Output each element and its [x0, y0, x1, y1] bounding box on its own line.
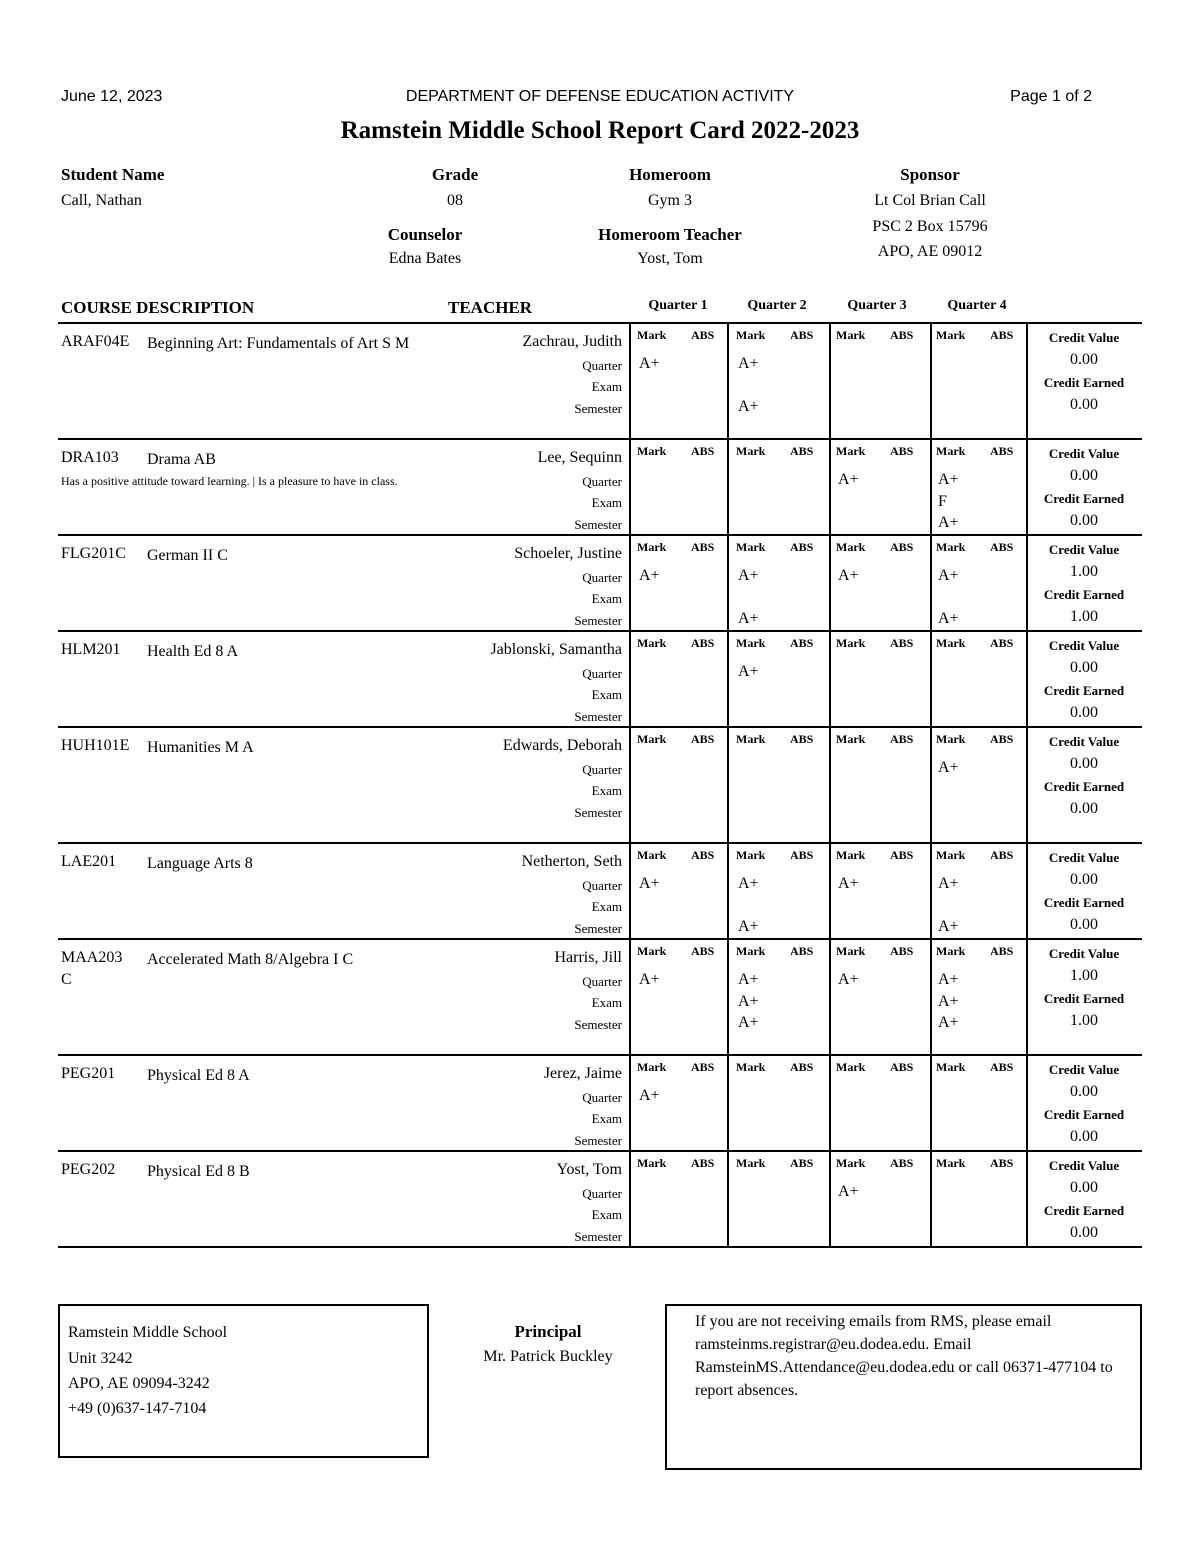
abs-header: ABS — [691, 444, 715, 458]
course-title: Physical Ed 8 B — [147, 1163, 250, 1180]
grade-mark: F — [938, 493, 947, 510]
credit-earned: 0.00 — [1070, 512, 1098, 529]
column-divider — [829, 727, 831, 843]
mark-header: Mark — [736, 1060, 766, 1074]
credit-earned: 1.00 — [1070, 608, 1098, 625]
grade-mark: A+ — [938, 514, 959, 531]
mark-header: Mark — [836, 732, 866, 746]
grade-mark: A+ — [938, 471, 959, 488]
row-label-exam: Exam — [591, 591, 622, 606]
course-teacher: Schoeler, Justine — [514, 545, 622, 562]
mark-header: Mark — [736, 636, 766, 650]
teacher-header: TEACHER — [448, 298, 533, 317]
row-label-semester: Semester — [574, 1133, 622, 1148]
school-address-line-2: Unit 3242 — [68, 1350, 133, 1367]
mark-header: Mark — [736, 540, 766, 554]
course-teacher: Lee, Sequinn — [537, 449, 622, 466]
credit-earned-label: Credit Earned — [1043, 1203, 1125, 1218]
grade-mark: A+ — [938, 918, 959, 935]
mark-header: Mark — [637, 1156, 667, 1170]
column-divider — [629, 323, 631, 439]
column-divider — [829, 1055, 831, 1151]
row-label-semester: Semester — [574, 1229, 622, 1244]
credit-earned-label: Credit Earned — [1043, 375, 1125, 390]
column-divider — [930, 843, 932, 939]
abs-header: ABS — [890, 848, 914, 862]
column-divider — [629, 535, 631, 631]
credit-earned: 0.00 — [1070, 704, 1098, 721]
abs-header: ABS — [691, 328, 715, 342]
counselor-value: Edna Bates — [388, 250, 462, 267]
column-divider — [629, 727, 631, 843]
course-title: Accelerated Math 8/Algebra I C — [147, 951, 354, 968]
column-divider — [629, 1151, 631, 1247]
mark-header: Mark — [736, 732, 766, 746]
student-name: Call, Nathan — [61, 192, 142, 209]
abs-header: ABS — [990, 444, 1014, 458]
row-label-exam: Exam — [591, 379, 622, 394]
course-teacher: Jerez, Jaime — [543, 1065, 622, 1082]
mark-header: Mark — [637, 444, 667, 458]
row-label-semester: Semester — [574, 613, 622, 628]
column-divider — [727, 631, 729, 727]
abs-header: ABS — [691, 1060, 715, 1074]
credit-value: 1.00 — [1070, 563, 1098, 580]
course-teacher: Zachrau, Judith — [522, 333, 622, 350]
course-title: German II C — [147, 547, 228, 564]
grade-mark: A+ — [838, 471, 859, 488]
column-divider — [930, 939, 932, 1055]
course-code: PEG202 — [61, 1161, 116, 1178]
homeroom-label: Homeroom — [629, 165, 711, 184]
abs-header: ABS — [990, 732, 1014, 746]
course-code: HUH101E — [61, 737, 130, 754]
school-address-line-1: Ramstein Middle School — [68, 1324, 228, 1341]
credit-earned: 0.00 — [1070, 1224, 1098, 1241]
mark-header: Mark — [637, 328, 667, 342]
mark-header: Mark — [637, 944, 667, 958]
grade-mark: A+ — [938, 610, 959, 627]
credit-value: 0.00 — [1070, 1083, 1098, 1100]
quarter-4-header: Quarter 4 — [947, 298, 1007, 313]
credit-earned-label: Credit Earned — [1043, 991, 1125, 1006]
credit-earned-label: Credit Earned — [1043, 683, 1125, 698]
grade-mark: A+ — [639, 567, 660, 584]
grade-mark: A+ — [738, 355, 759, 372]
mark-header: Mark — [936, 636, 966, 650]
course-description-header: COURSE DESCRIPTION — [61, 298, 255, 317]
row-label-exam: Exam — [591, 687, 622, 702]
grade-mark: A+ — [938, 993, 959, 1010]
row-label-quarter: Quarter — [582, 474, 622, 489]
mark-header: Mark — [936, 1060, 966, 1074]
abs-header: ABS — [691, 1156, 715, 1170]
credit-earned: 1.00 — [1070, 1012, 1098, 1029]
abs-header: ABS — [691, 540, 715, 554]
column-divider — [629, 631, 631, 727]
credit-value: 0.00 — [1070, 755, 1098, 772]
course-code: HLM201 — [61, 641, 121, 658]
mark-header: Mark — [936, 328, 966, 342]
abs-header: ABS — [890, 1156, 914, 1170]
mark-header: Mark — [936, 1156, 966, 1170]
credit-earned: 0.00 — [1070, 916, 1098, 933]
credit-value: 0.00 — [1070, 351, 1098, 368]
course-teacher: Harris, Jill — [554, 949, 622, 966]
grade-mark: A+ — [738, 610, 759, 627]
grade-mark: A+ — [838, 567, 859, 584]
grade-mark: A+ — [738, 567, 759, 584]
course-teacher: Edwards, Deborah — [502, 737, 622, 754]
column-divider — [829, 631, 831, 727]
course-title: Beginning Art: Fundamentals of Art S M — [147, 335, 410, 352]
credit-value: 0.00 — [1070, 467, 1098, 484]
course-code: PEG201 — [61, 1065, 116, 1082]
abs-header: ABS — [990, 540, 1014, 554]
column-divider — [930, 323, 932, 439]
mark-header: Mark — [936, 444, 966, 458]
mark-header: Mark — [736, 944, 766, 958]
course-teacher: Netherton, Seth — [521, 853, 622, 870]
mark-header: Mark — [637, 732, 667, 746]
row-label-semester: Semester — [574, 517, 622, 532]
row-label-quarter: Quarter — [582, 974, 622, 989]
row-label-quarter: Quarter — [582, 358, 622, 373]
abs-header: ABS — [790, 732, 814, 746]
grade-mark: A+ — [838, 971, 859, 988]
course-title: Drama AB — [147, 451, 216, 468]
course-title: Language Arts 8 — [147, 855, 253, 872]
column-divider — [727, 323, 729, 439]
abs-header: ABS — [890, 1060, 914, 1074]
abs-header: ABS — [790, 540, 814, 554]
abs-header: ABS — [790, 444, 814, 458]
mark-header: Mark — [936, 540, 966, 554]
mark-header: Mark — [836, 1060, 866, 1074]
grade-mark: A+ — [639, 971, 660, 988]
course-code: FLG201C — [61, 545, 126, 562]
mark-header: Mark — [836, 636, 866, 650]
grade-mark: A+ — [938, 971, 959, 988]
abs-header: ABS — [691, 636, 715, 650]
credit-earned: 0.00 — [1070, 1128, 1098, 1145]
row-label-exam: Exam — [591, 495, 622, 510]
abs-header: ABS — [890, 328, 914, 342]
grade-mark: A+ — [738, 1014, 759, 1031]
credit-value: 0.00 — [1070, 871, 1098, 888]
sponsor-label: Sponsor — [900, 165, 960, 184]
course-title: Health Ed 8 A — [147, 643, 239, 660]
mark-header: Mark — [637, 848, 667, 862]
course-title-wrap: C — [61, 971, 72, 988]
report-date: June 12, 2023 — [61, 88, 163, 105]
column-divider — [930, 631, 932, 727]
course-comment: Has a positive attitude toward learning. | Is a pleasure to have in class. — [61, 474, 398, 488]
credit-earned: 0.00 — [1070, 396, 1098, 413]
row-label-semester: Semester — [574, 805, 622, 820]
column-divider — [829, 939, 831, 1055]
mark-header: Mark — [637, 1060, 667, 1074]
grade-mark: A+ — [639, 355, 660, 372]
credit-value: 1.00 — [1070, 967, 1098, 984]
column-divider — [727, 843, 729, 939]
mark-header: Mark — [736, 328, 766, 342]
row-label-quarter: Quarter — [582, 878, 622, 893]
abs-header: ABS — [790, 636, 814, 650]
row-label-quarter: Quarter — [582, 1186, 622, 1201]
grade-mark: A+ — [838, 875, 859, 892]
sponsor-line-2: PSC 2 Box 15796 — [872, 218, 988, 235]
column-divider — [829, 843, 831, 939]
notice-text: If you are not receiving emails from RMS, please email ramsteinms.registrar@eu.dodea.edu. Email RamsteinMS.Attendance@eu.dodea.edu or call 06371-477104 to report absences. — [695, 1313, 1113, 1399]
mark-header: Mark — [836, 328, 866, 342]
grade-mark: A+ — [738, 398, 759, 415]
credit-value-label: Credit Value — [1048, 734, 1120, 749]
row-label-quarter: Quarter — [582, 1090, 622, 1105]
abs-header: ABS — [990, 1156, 1014, 1170]
abs-header: ABS — [691, 944, 715, 958]
homeroom-teacher-label: Homeroom Teacher — [598, 225, 742, 244]
abs-header: ABS — [790, 328, 814, 342]
grade-mark: A+ — [738, 918, 759, 935]
mark-header: Mark — [936, 944, 966, 958]
abs-header: ABS — [890, 444, 914, 458]
column-divider — [829, 1151, 831, 1247]
column-divider — [829, 439, 831, 535]
credit-earned-label: Credit Earned — [1043, 895, 1125, 910]
sponsor-line-3: APO, AE 09012 — [877, 243, 983, 260]
column-divider — [629, 439, 631, 535]
grade-mark: A+ — [738, 971, 759, 988]
row-divider — [58, 630, 1142, 632]
agency-name: DEPARTMENT OF DEFENSE EDUCATION ACTIVITY — [405, 88, 795, 105]
course-code: ARAF04E — [61, 333, 130, 350]
credit-value-label: Credit Value — [1048, 446, 1120, 461]
principal-label: Principal — [514, 1322, 582, 1341]
mark-header: Mark — [637, 636, 667, 650]
abs-header: ABS — [990, 328, 1014, 342]
grade-mark: A+ — [938, 759, 959, 776]
course-teacher: Jablonski, Samantha — [490, 641, 622, 658]
column-divider — [727, 535, 729, 631]
school-address-line-3: APO, AE 09094-3242 — [68, 1375, 210, 1392]
column-divider — [930, 535, 932, 631]
credit-value: 0.00 — [1070, 659, 1098, 676]
row-divider — [58, 726, 1142, 728]
column-divider — [629, 1055, 631, 1151]
row-label-exam: Exam — [591, 899, 622, 914]
grade-value: 08 — [447, 192, 463, 209]
credit-value: 0.00 — [1070, 1179, 1098, 1196]
credit-earned-label: Credit Earned — [1043, 491, 1125, 506]
column-divider — [727, 1151, 729, 1247]
abs-header: ABS — [990, 636, 1014, 650]
page-number: Page 1 of 2 — [1010, 88, 1092, 105]
credit-value-label: Credit Value — [1048, 638, 1120, 653]
course-code: DRA103 — [61, 449, 119, 466]
mark-header: Mark — [836, 1156, 866, 1170]
grade-mark: A+ — [639, 1087, 660, 1104]
row-label-exam: Exam — [591, 783, 622, 798]
column-divider — [930, 1055, 932, 1151]
abs-header: ABS — [790, 848, 814, 862]
grade-mark: A+ — [938, 1014, 959, 1031]
row-label-quarter: Quarter — [582, 666, 622, 681]
mark-header: Mark — [637, 540, 667, 554]
credit-value-label: Credit Value — [1048, 330, 1120, 345]
column-divider — [727, 1055, 729, 1151]
abs-header: ABS — [890, 540, 914, 554]
course-code: MAA203 — [61, 949, 123, 966]
credit-earned-label: Credit Earned — [1043, 779, 1125, 794]
row-divider — [58, 322, 1142, 324]
abs-header: ABS — [890, 944, 914, 958]
column-divider — [829, 323, 831, 439]
homeroom-teacher-value: Yost, Tom — [637, 250, 703, 267]
course-title: Humanities M A — [147, 739, 254, 756]
column-divider — [727, 727, 729, 843]
row-label-exam: Exam — [591, 1111, 622, 1126]
abs-header: ABS — [691, 732, 715, 746]
row-label-semester: Semester — [574, 401, 622, 416]
mark-header: Mark — [736, 444, 766, 458]
abs-header: ABS — [691, 848, 715, 862]
grade-mark: A+ — [738, 875, 759, 892]
grade-mark: A+ — [639, 875, 660, 892]
column-divider — [930, 439, 932, 535]
credit-value-label: Credit Value — [1048, 946, 1120, 961]
row-label-semester: Semester — [574, 1017, 622, 1032]
mark-header: Mark — [836, 444, 866, 458]
grade-mark: A+ — [938, 875, 959, 892]
column-divider — [930, 1151, 932, 1247]
row-label-semester: Semester — [574, 709, 622, 724]
abs-header: ABS — [790, 1060, 814, 1074]
column-divider — [727, 939, 729, 1055]
credit-value-label: Credit Value — [1048, 850, 1120, 865]
course-teacher: Yost, Tom — [556, 1161, 622, 1178]
abs-header: ABS — [890, 636, 914, 650]
row-divider — [58, 534, 1142, 536]
mark-header: Mark — [736, 1156, 766, 1170]
row-label-exam: Exam — [591, 995, 622, 1010]
mark-header: Mark — [836, 944, 866, 958]
row-divider — [58, 1054, 1142, 1056]
school-address-box — [58, 1304, 429, 1458]
school-phone: +49 (0)637-147-7104 — [68, 1400, 207, 1417]
grade-mark: A+ — [938, 567, 959, 584]
column-divider — [629, 843, 631, 939]
student-name-label: Student Name — [61, 165, 165, 184]
quarter-1-header: Quarter 1 — [648, 298, 708, 313]
course-title: Physical Ed 8 A — [147, 1067, 250, 1084]
quarter-2-header: Quarter 2 — [747, 298, 807, 313]
course-code: LAE201 — [61, 853, 117, 870]
counselor-label: Counselor — [387, 225, 463, 244]
abs-header: ABS — [990, 1060, 1014, 1074]
credit-earned-label: Credit Earned — [1043, 587, 1125, 602]
abs-header: ABS — [990, 848, 1014, 862]
credit-value-label: Credit Value — [1048, 542, 1120, 557]
page-title: Ramstein Middle School Report Card 2022-2023 — [340, 117, 860, 144]
credit-value-label: Credit Value — [1048, 1158, 1120, 1173]
column-divider — [629, 939, 631, 1055]
row-label-quarter: Quarter — [582, 762, 622, 777]
notice-box — [665, 1304, 1142, 1470]
principal-name: Mr. Patrick Buckley — [483, 1348, 613, 1365]
mark-header: Mark — [736, 848, 766, 862]
row-divider — [58, 1150, 1142, 1152]
mark-header: Mark — [836, 540, 866, 554]
grade-mark: A+ — [738, 663, 759, 680]
row-divider — [58, 842, 1142, 844]
abs-header: ABS — [890, 732, 914, 746]
table-bottom-line — [58, 1246, 1142, 1248]
column-divider — [829, 535, 831, 631]
quarter-3-header: Quarter 3 — [847, 298, 907, 313]
row-label-quarter: Quarter — [582, 570, 622, 585]
sponsor-line-1: Lt Col Brian Call — [874, 192, 986, 209]
row-divider — [58, 938, 1142, 940]
grade-label: Grade — [431, 165, 479, 184]
column-divider — [930, 727, 932, 843]
abs-header: ABS — [990, 944, 1014, 958]
column-divider — [727, 439, 729, 535]
grade-mark: A+ — [838, 1183, 859, 1200]
row-label-semester: Semester — [574, 921, 622, 936]
mark-header: Mark — [836, 848, 866, 862]
row-label-exam: Exam — [591, 1207, 622, 1222]
abs-header: ABS — [790, 944, 814, 958]
grade-mark: A+ — [738, 993, 759, 1010]
homeroom-value: Gym 3 — [648, 192, 692, 209]
mark-header: Mark — [936, 848, 966, 862]
credit-value-label: Credit Value — [1048, 1062, 1120, 1077]
row-divider — [58, 438, 1142, 440]
abs-header: ABS — [790, 1156, 814, 1170]
mark-header: Mark — [936, 732, 966, 746]
credit-earned-label: Credit Earned — [1043, 1107, 1125, 1122]
credit-earned: 0.00 — [1070, 800, 1098, 817]
